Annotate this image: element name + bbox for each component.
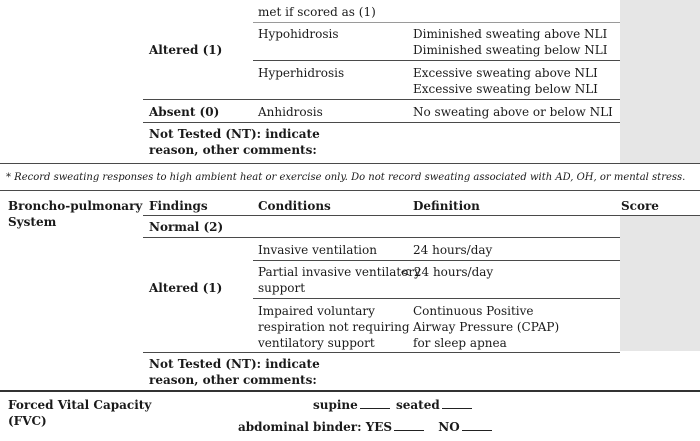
hyperhidrosis-condition: Hyperhidrosis <box>258 66 345 80</box>
section-divider <box>0 163 700 164</box>
fvc-position-field <box>313 397 474 413</box>
row-impaired-condition-2: respiration not requiring <box>258 320 410 334</box>
seated-blank[interactable] <box>442 397 472 409</box>
row-invasive-def: 24 hours/day <box>413 243 493 257</box>
no-label: NO <box>438 420 460 434</box>
divider <box>143 122 620 123</box>
header-definition: Definition <box>413 199 480 213</box>
divider <box>253 60 620 61</box>
header-score: Score <box>621 199 659 213</box>
fvc-label-1: Forced Vital Capacity <box>8 398 152 412</box>
row-impaired-def-2: Airway Pressure (CPAP) <box>413 320 560 334</box>
row-impaired-condition-1: Impaired voluntary <box>258 304 375 318</box>
footnote: * Record sweating responses to high ambient heat or exercise only. Do not record sweating associated with AD, OH, or mental stress. <box>6 172 686 183</box>
score-column-broncho <box>620 216 700 351</box>
fvc-label-2: (FVC) <box>8 414 47 428</box>
row-impaired-condition-3: ventilatory support <box>258 336 375 350</box>
normal-label: Normal (2) <box>149 220 224 234</box>
yes-label: YES <box>365 420 393 434</box>
broncho-altered-label: Altered (1) <box>149 281 223 295</box>
met-note: met if scored as (1) <box>258 5 376 19</box>
not-tested-label-1: Not Tested (NT): indicate <box>149 127 320 141</box>
hypohidrosis-condition: Hypohidrosis <box>258 27 339 41</box>
score-column-top <box>620 0 700 163</box>
divider <box>143 99 620 100</box>
row-partial-def: < 24 hours/day <box>400 265 494 279</box>
absent-label: Absent (0) <box>149 105 220 119</box>
header-conditions: Conditions <box>258 199 331 213</box>
system-label-1: Broncho-pulmonary <box>8 199 143 213</box>
not-tested-label-2: reason, other comments: <box>149 143 317 157</box>
divider <box>253 22 620 23</box>
row-partial-condition-1: Partial invasive ventilatory <box>258 265 421 279</box>
divider <box>143 215 700 216</box>
anhidrosis-condition: Anhidrosis <box>258 105 323 119</box>
yes-blank[interactable] <box>394 419 424 431</box>
row-partial-condition-2: support <box>258 281 306 295</box>
broncho-not-tested-1: Not Tested (NT): indicate <box>149 357 320 371</box>
row-invasive-condition: Invasive ventilation <box>258 243 377 257</box>
anhidrosis-def: No sweating above or below NLI <box>413 105 613 119</box>
supine-blank[interactable] <box>360 397 390 409</box>
broncho-not-tested-2: reason, other comments: <box>149 373 317 387</box>
fvc-binder-field <box>238 419 494 435</box>
section-divider <box>0 390 700 392</box>
hyperhidrosis-def-2: Excessive sweating below NLI <box>413 82 598 96</box>
supine-label: supine <box>313 398 358 412</box>
divider <box>143 237 620 238</box>
divider <box>253 298 620 299</box>
no-blank[interactable] <box>462 419 492 431</box>
row-impaired-def-3: for sleep apnea <box>413 336 507 350</box>
divider <box>143 352 620 353</box>
binder-label: abdominal binder: <box>238 420 362 434</box>
hyperhidrosis-def-1: Excessive sweating above NLI <box>413 66 598 80</box>
row-impaired-def-1: Continuous Positive <box>413 304 534 318</box>
section-divider <box>0 190 700 191</box>
hypohidrosis-def-2: Diminished sweating below NLI <box>413 43 608 57</box>
seated-label: seated <box>395 398 440 412</box>
divider <box>253 260 620 261</box>
header-findings: Findings <box>149 199 208 213</box>
system-label-2: System <box>8 215 57 229</box>
altered-label: Altered (1) <box>149 43 223 57</box>
hypohidrosis-def-1: Diminished sweating above NLI <box>413 27 608 41</box>
